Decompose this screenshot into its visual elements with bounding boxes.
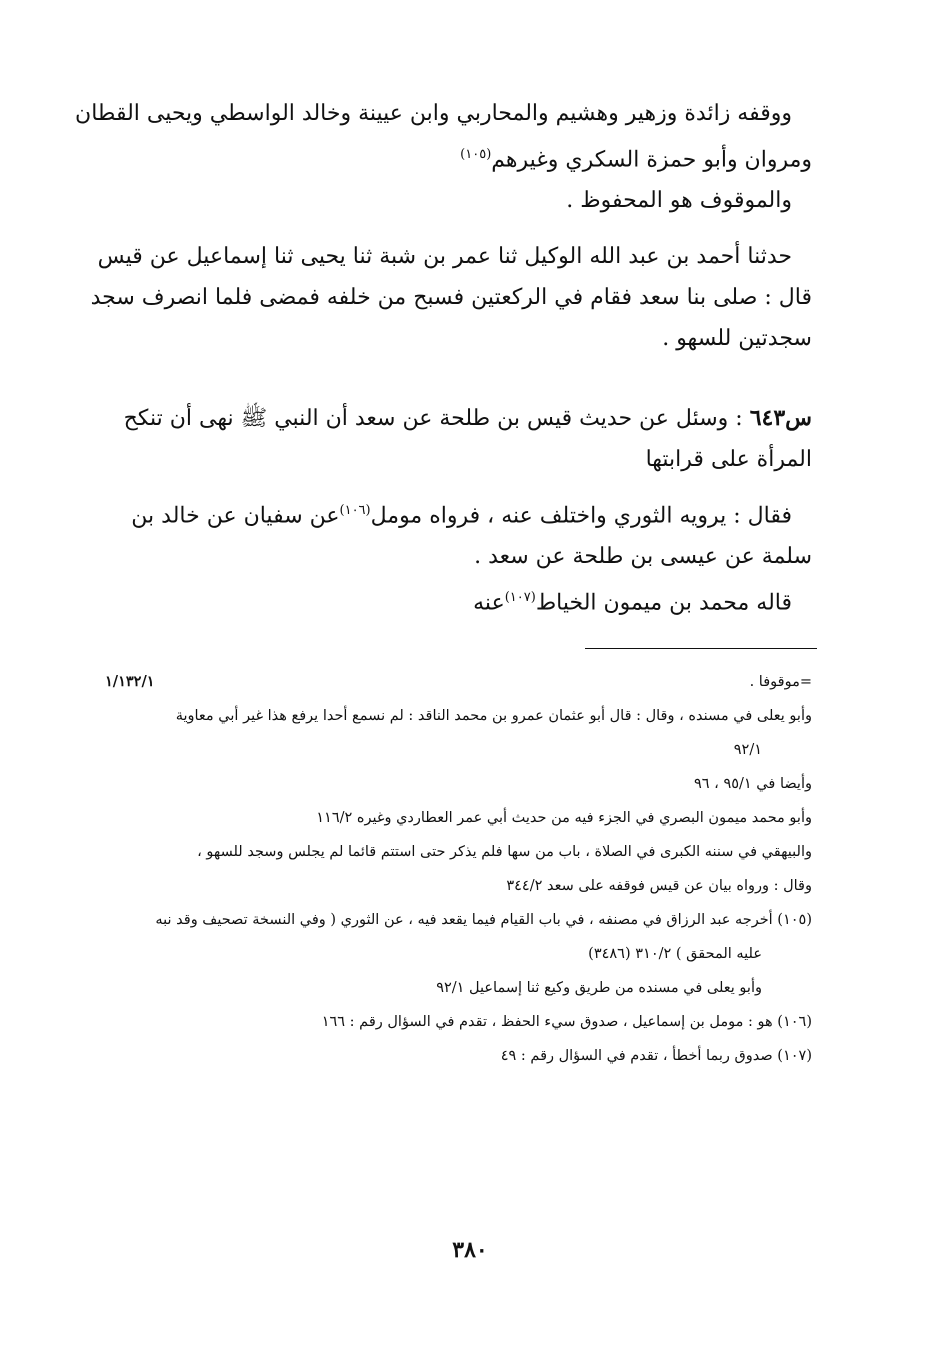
text-segment: ومروان وأبو حمزة السكري وغيرهم [491, 147, 812, 173]
text-segment: : وسئل عن حديث قيس بن طلحة عن سعد أن النبي ﷺ نهى أن تنكح [123, 406, 743, 431]
footnote-line: والبيهقي في سننه الكبرى في الصلاة ، باب من سها فلم يذكر حتى استتم قائما لم يجلس وسجد للسهو ، [197, 844, 812, 860]
paragraph-isnad [90, 236, 812, 359]
text-line: قال : صلى بنا سعد فقام في الركعتين فسبح من خلفه فمضى فلما انصرف سجد [90, 285, 812, 310]
question-number: س٦٤٣ [749, 405, 812, 431]
footnote-line: وأيضا في ٩٥/١ ، ٩٦ [693, 776, 812, 792]
text-line [105, 490, 812, 536]
text-line: والموقوف هو المحفوظ . [566, 188, 792, 214]
footnote-ref-106: (١٠٦) [339, 503, 371, 518]
text-line: حدثنا أحمد بن عبد الله الوكيل ثنا عمر بن شبة ثنا يحيى ثنا إسماعيل عن قيس [97, 244, 792, 269]
text-line: المرأة على قرابتها [645, 447, 812, 472]
text-line: سجدتين للسهو . [662, 326, 812, 351]
footnote-line: وأبو محمد ميمون البصري في الجزء فيه من حديث أبي عمر العطاردي وغيره ١١٦/٢ [316, 810, 812, 826]
footnote-line: وأبو يعلى في مسنده ، وقال : قال أبو عثمان عمرو بن محمد الناقد : لم نسمع أحدا يرفع هذا غير أبي معاوية [175, 708, 812, 724]
footnote-line: وقال : ورواه بيان عن قيس فوقفه على سعد ٣٤٤/٢ [506, 878, 812, 894]
text-line: ووقفه زائدة وزهير وهشيم والمحاربي وابن عيينة وخالد الواسطي ويحيى القطان [75, 101, 792, 126]
footnote-105: (١٠٥) أخرجه عبد الرزاق في مصنفه ، في باب القيام فيما يقعد فيه ، عن الثوري ( وفي النسخة تصحيف وقد نبه [155, 912, 812, 928]
text-line [105, 577, 812, 623]
footnote-ref-107: (١٠٧) [504, 590, 536, 606]
footnote-separator [585, 648, 817, 649]
paragraph-mawquf [75, 93, 812, 221]
question-line [105, 398, 812, 439]
footnote-ref-105: (١٠٥) [460, 147, 492, 162]
footnote-line: وأبو يعلى في مسنده من طريق وكيع ثنا إسماعيل ٩٢/١ [436, 980, 762, 996]
footnote-106: (١٠٦) هو : مومل بن إسماعيل ، صدوق سيء الحفظ ، تقدم في السؤال رقم : ١٦٦ [321, 1014, 812, 1030]
text-segment: فقال : يرويه الثوري واختلف عنه ، فرواه مومل [370, 503, 792, 529]
footnote-line: ٩٢/١ [733, 742, 762, 758]
footnote-line: عليه المحقق ) ٣١٠/٢ (٣٤٨٦) [588, 946, 762, 962]
text-line [105, 134, 812, 180]
answer-paragraph [105, 490, 812, 624]
question-643 [105, 398, 812, 480]
footnotes [105, 665, 812, 1073]
text-segment: قاله محمد بن ميمون الخياط [535, 590, 792, 616]
text-segment: عن سفيان عن خالد بن [131, 503, 340, 529]
page-number: ٣٨٠ [452, 1237, 488, 1263]
text-line: سلمة عن عيسى بن طلحة عن سعد . [474, 544, 812, 570]
text-segment: عنه [473, 590, 505, 616]
footnote-line [105, 665, 812, 699]
footnote-107: (١٠٧) صدوق ربما أخطأ ، تقدم في السؤال رقم : ٤٩ [500, 1048, 812, 1064]
manuscript-ref: ١/١٣٢/١ [105, 673, 155, 690]
footnote-continuation: =موقوفا . [749, 674, 812, 690]
